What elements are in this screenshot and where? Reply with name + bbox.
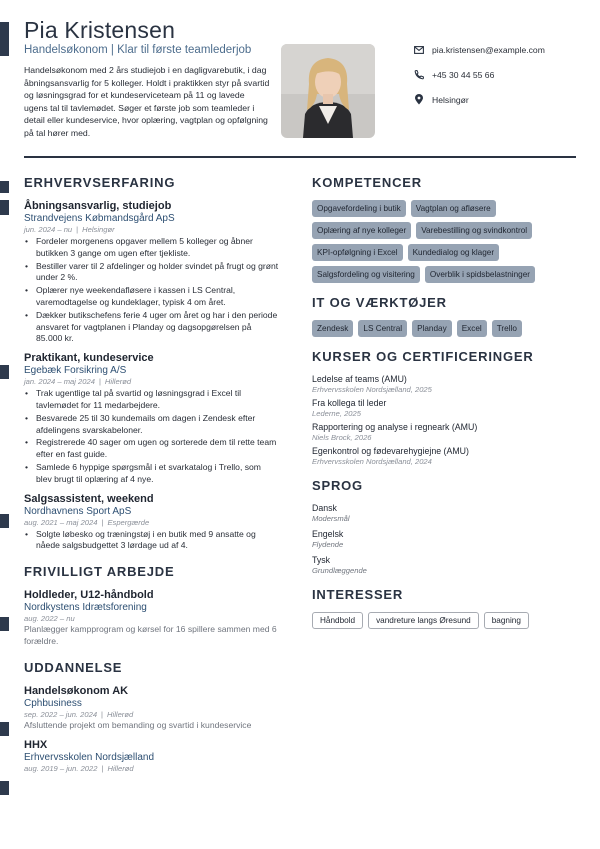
course-org: Lederne, 2025: [312, 409, 361, 418]
job-place: Hillerød: [104, 377, 132, 387]
candidate-name: Pia Kristensen: [24, 17, 176, 43]
job-title: Åbningsansvarlig, studiejob: [24, 200, 172, 212]
language-name: Dansk: [312, 503, 337, 513]
education-period: sep. 2022 – jun. 2024: [24, 709, 98, 719]
contact-phone-text: +45 30 44 55 66: [432, 70, 495, 80]
job-bullets: [24, 529, 279, 553]
right-column: [312, 175, 576, 633]
education-school: Cphbusiness: [24, 697, 82, 709]
language-name: Tysk: [312, 555, 331, 565]
course-org: Niels Brock, 2026: [312, 433, 372, 442]
job-title: Salgsassistent, weekend: [24, 492, 154, 505]
job-meta: jun. 2024 – nu | Helsingør: [24, 225, 115, 234]
interest-tag: Håndbold: [312, 612, 363, 629]
job-bullets: [24, 236, 279, 345]
language-entry: [312, 529, 576, 549]
language-level: Flydende: [312, 540, 344, 549]
contact-email[interactable]: [414, 45, 545, 55]
courses-heading: KURSER OG CERTIFICERINGER: [312, 349, 534, 364]
accent-bar: [0, 365, 9, 379]
tool-tag: Excel: [457, 320, 487, 337]
volunteer-period: aug. 2022 – nu: [24, 614, 75, 624]
course-title: Rapportering og analyse i regneark (AMU): [312, 422, 478, 432]
volunteer-desc: Planlægger kampprogram og kørsel for 16 spillere sammen med 6 forældre.: [24, 624, 277, 646]
education-entry: [24, 685, 279, 732]
job-place: Espergærde: [107, 517, 150, 527]
job-title: Praktikant, kundeservice: [24, 352, 154, 365]
job-company: Egebæk Forsikring A/S: [24, 365, 127, 377]
skills-heading: KOMPETENCER: [312, 175, 422, 190]
job-company: Nordhavnens Sport ApS: [24, 505, 132, 517]
bullet-item: • Samlede 6 hyppige spørgsmål i et svarkatalog i Trello, som blev brugt til oplæring af 4 nye.: [36, 462, 279, 486]
bullet-item: • Trak ugentlige tal på svartid og løsningsgrad i Excel til tavlemødet for 11 medarbejdere.: [36, 388, 279, 412]
profile-summary: Handelsøkonom med 2 års studiejob i en dagligvarebutik, i dag åbningsansvarlig for 5 kolleger. Holdt i praktikken styr på svartid og løsningsgrad for et kundeserviceteam på 11 og lavede ugens tal til tavlemødet. Søger et første job som teamleder i detail eller kundeservice, hvor oplæring, vagtplan og opfølgning på tal hører med.: [24, 65, 270, 138]
contact-phone[interactable]: [414, 70, 494, 80]
tool-tag: Zendesk: [312, 320, 353, 337]
education-entry: [24, 739, 279, 773]
accent-bar: [0, 22, 9, 56]
experience-heading: ERHVERVSERFARING: [24, 175, 176, 190]
tools-tags: [312, 320, 576, 337]
skill-tag: Kundedialog og klager: [408, 244, 499, 261]
job-meta: aug. 2021 – maj 2024 | Espergærde: [24, 517, 150, 527]
job-company: Strandvejens Købmandsgård ApS: [24, 213, 175, 224]
education-school: Erhvervsskolen Nordsjælland: [24, 751, 155, 763]
language-level: Grundlæggende: [312, 566, 367, 575]
skill-tag: KPI-opfølgning i Excel: [312, 244, 403, 261]
interests-tags: [312, 612, 576, 629]
education-meta: aug. 2019 – jun. 2022 | Hillerød: [24, 763, 134, 773]
job-entry: [24, 493, 279, 553]
course-entry: [312, 398, 576, 418]
interests-heading: INTERESSER: [312, 587, 404, 602]
header-divider: [24, 156, 576, 158]
tool-tag: Trello: [492, 320, 522, 337]
job-period: jun. 2024 – nu: [24, 225, 73, 234]
job-period: jan. 2024 – maj 2024: [24, 377, 95, 387]
course-entry: [312, 446, 576, 466]
job-entry: [24, 200, 279, 345]
volunteer-heading: FRIVILLIGT ARBEJDE: [24, 564, 175, 580]
accent-bar: [0, 617, 9, 631]
contact-email-text: pia.kristensen@example.com: [432, 45, 545, 55]
bullet-item: • Dækker butikschefens ferie 4 uger om året og har i den periode ansvaret for vagtplanen i Planday og dagsopgørelsen på 85.000 kr.: [36, 310, 279, 345]
skill-tag: Opgavefordeling i butik: [312, 200, 406, 217]
location-pin-icon: [414, 94, 424, 105]
education-place: Hillerød: [107, 709, 134, 719]
job-place: Helsingør: [82, 225, 115, 234]
languages-heading: SPROG: [312, 478, 363, 493]
volunteer-org: Nordkystens Idrætsforening: [24, 602, 147, 614]
contact-location: [414, 94, 469, 105]
skills-tags: [312, 200, 576, 283]
education-period: aug. 2019 – jun. 2022: [24, 763, 98, 773]
volunteer-title: Holdleder, U12-håndbold: [24, 589, 154, 602]
language-entry: [312, 555, 576, 575]
bullet-item: • Fordeler morgenens opgaver mellem 5 kolleger og åbner butikken 3 gange om ugen efter tjekliste.: [36, 236, 279, 260]
course-org: Erhvervsskolen Nordsjælland, 2024: [312, 457, 432, 466]
course-title: Fra kollega til leder: [312, 398, 387, 408]
accent-bar: [0, 181, 9, 193]
education-heading: UDDANNELSE: [24, 659, 123, 675]
job-period: aug. 2021 – maj 2024: [24, 517, 98, 527]
accent-bar: [0, 200, 9, 215]
phone-icon: [414, 70, 424, 80]
skill-tag: Varebestilling og svindkontrol: [416, 222, 532, 239]
tool-tag: Planday: [412, 320, 452, 337]
bullet-item: • Solgte løbesko og træningstøj i en butik med 9 ansatte og nåede salgsbudgettet 3 lørdage ud af 4.: [36, 529, 279, 553]
interest-tag: bagning: [484, 612, 529, 629]
bullet-item: • Registrerede 40 sager om ugen og sorterede dem til rette team efter en fast guide.: [36, 437, 279, 461]
left-column: [24, 175, 279, 780]
mail-icon: [414, 46, 424, 54]
education-place: Hillerød: [107, 763, 134, 773]
language-level: Modersmål: [312, 514, 350, 523]
tool-tag: LS Central: [358, 320, 407, 337]
candidate-tagline: Handelsøkonom | Klar til første teamlederjob: [24, 44, 252, 56]
tools-heading: IT OG VÆRKTØJER: [312, 295, 447, 310]
job-entry: [24, 352, 279, 485]
course-title: Egenkontrol og fødevarehygiejne (AMU): [312, 446, 469, 456]
bullet-item: • Oplærer nye weekendafløsere i kassen i LS Central, varemodtagelse og kundeklager, typisk 4 om året.: [36, 285, 279, 309]
course-entry: [312, 422, 576, 442]
job-meta: jan. 2024 – maj 2024 | Hillerød: [24, 377, 132, 387]
accent-bar: [0, 514, 9, 528]
skill-tag: Vagtplan og afløsere: [411, 200, 496, 217]
education-title: Handelsøkonom AK: [24, 684, 129, 697]
volunteer-entry: [24, 589, 279, 648]
education-desc: Afsluttende projekt om bemanding og svartid i kundeservice: [24, 719, 252, 730]
accent-bar: [0, 722, 9, 736]
interest-tag: vandreture langs Øresund: [368, 612, 479, 629]
skill-tag: Salgsfordeling og visitering: [312, 266, 420, 283]
accent-bar: [0, 781, 9, 795]
contact-location-text: Helsingør: [432, 94, 469, 105]
profile-photo: [281, 44, 375, 138]
course-entry: [312, 374, 576, 394]
bullet-item: • Bestiller varer til 2 afdelinger og holder svindet på frugt og grønt under 2 %.: [36, 261, 279, 285]
job-bullets: [24, 388, 279, 485]
bullet-item: • Besvarede 25 til 30 kundemails om dagen i Zendesk efter afdelingens svarskabeloner.: [36, 413, 279, 437]
skill-tag: Overblik i spidsbelastninger: [425, 266, 535, 283]
course-title: Ledelse af teams (AMU): [312, 374, 407, 384]
language-entry: [312, 503, 576, 523]
education-meta: sep. 2022 – jun. 2024 | Hillerød: [24, 709, 134, 719]
education-title: HHX: [24, 738, 48, 751]
language-name: Engelsk: [312, 529, 344, 539]
skill-tag: Oplæring af nye kolleger: [312, 222, 411, 239]
course-org: Erhvervsskolen Nordsjælland, 2025: [312, 385, 432, 394]
